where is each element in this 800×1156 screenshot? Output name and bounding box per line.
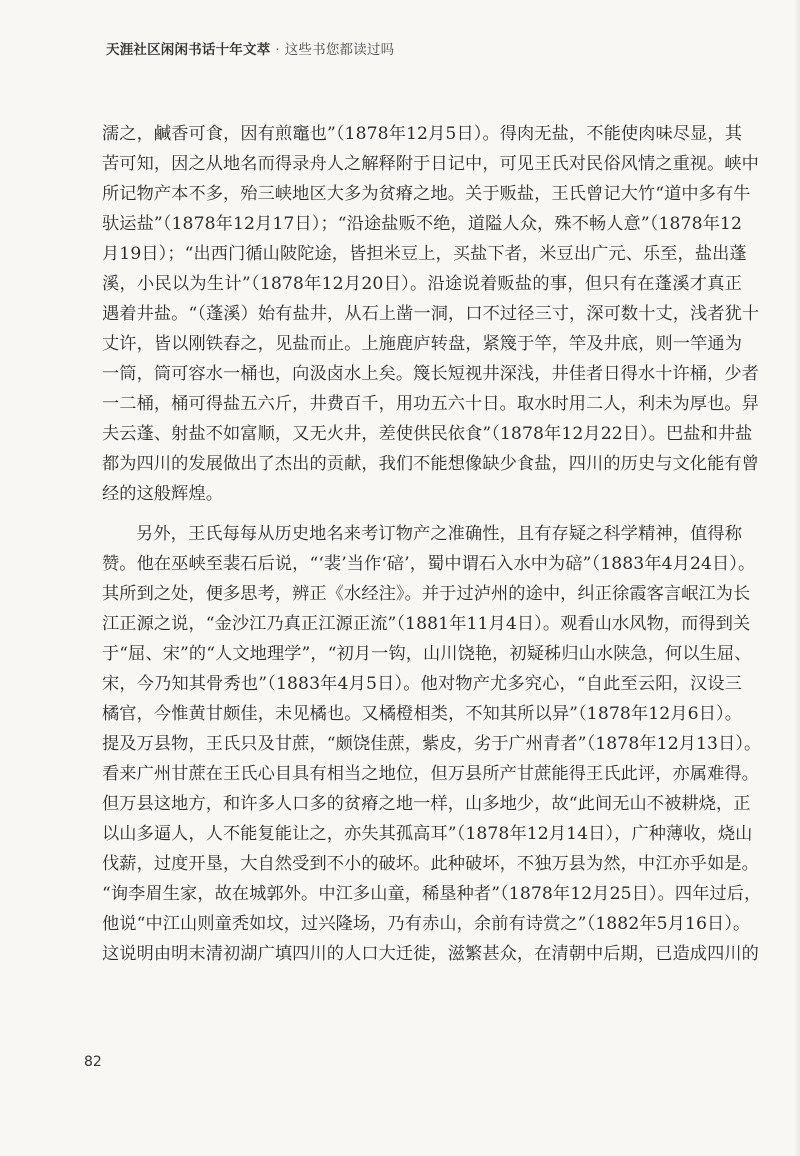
- text-line: 经的这般辉煌。: [102, 484, 224, 504]
- text-line: “询李眉生家，故在城郭外。中江多山童，稀垦种者”（1878年12月25日）。四年过后，: [102, 884, 762, 904]
- text-line: 他说“中江山则童秃如坟，过兴隆场，乃有赤山，余前有诗赏之”（1882年5月16日）。: [102, 914, 751, 934]
- text-line: 一二桶，桶可得盐五六斤，井费百千，用功五六十日。取水时用二人，利未为厚也。舁: [102, 394, 759, 414]
- text-line: 一筒，筒可容水一桶也，向汲卤水上矣。篾长短视井深浅，井佳者日得水十许桶，少者: [102, 364, 759, 384]
- text-line: 以山多逼人，人不能复能让之，亦失其孤高耳”（1878年12月14日），广种薄收，烧山: [102, 824, 753, 844]
- text-line: 宋，今乃知其骨秀也”（1883年4月5日）。他对物产尤多究心，“自此至云阳，汉设三: [102, 674, 742, 694]
- page-number: 82: [84, 1054, 102, 1070]
- text-line: 橘官，今惟黄甘颇佳，未见橘也。又橘橙相类，不知其所以异”（1878年12月6日）。: [102, 704, 742, 724]
- text-line: 这说明由明末清初湖广填四川的人口大迁徙，滋繁甚众，在清朝中后期，已造成四川的: [102, 944, 759, 964]
- text-line: 遇着井盐。“（蓬溪）始有盐井，从石上凿一洞，口不过径三寸，深可数十丈，浅者犹十: [102, 304, 760, 324]
- book-title: 天涯社区闲闲书话十年文萃: [106, 42, 271, 58]
- book-subtitle: 这些书您都读过吗: [284, 42, 395, 58]
- header-separator: ·: [275, 42, 280, 58]
- text-line: 伐薪，过度开垦，大自然受到不小的破坏。此种破坏，不独万县为然，中江亦乎如是。: [102, 854, 759, 874]
- text-line: 但万县这地方，和许多人口多的贫瘠之地一样，山多地少，故“此间无山不被耕烧，正: [102, 794, 751, 814]
- text-line: 濡之，鹹香可食，因有煎竈也”（1878年12月5日）。得肉无盐，不能使肉味尽显，其: [102, 124, 742, 144]
- page-edge-shadow: [794, 0, 800, 1156]
- text-line: 月19日）；“出西门循山陂陀途，皆担米豆上，买盐下者，米豆出广元、乐至，盐出蓬: [102, 244, 747, 264]
- running-header: [106, 38, 394, 58]
- text-line: 夫云蓬、射盐不如富顺，又无火井，差使供民依食”（1878年12月22日）。巴盐和井盐: [102, 424, 753, 444]
- text-line: 于“屈、宋”的“人文地理学”，“初月一钩，山川饶艳，初疑秭归山水陕急，何以生屈、: [102, 644, 752, 664]
- text-line: 都为四川的发展做出了杰出的贡献，我们不能想像缺少食盐，四川的历史与文化能有曾: [102, 454, 759, 474]
- text-line: 江正源之说，“金沙江乃真正江源正流”（1881年11月4日）。观看山水风物，而得到关: [102, 614, 751, 634]
- text-line: 驮运盐”（1878年12月17日）；“沿途盐贩不绝，道隘人众，殊不畅人意”（1878年12: [102, 214, 742, 234]
- text-line: 另外，王氏每每从历史地名来考订物产之准确性，且有存疑之科学精神，值得称: [136, 524, 742, 544]
- text-line: 丈许，皆以刚铁舂之，见盐而止。上施鹿庐转盘，紧篾于竿，竿及井底，则一竿通为: [102, 334, 742, 354]
- text-line: 溪，小民以为生计”（1878年12月20日）。沿途说着贩盐的事，但只有在蓬溪才真正: [102, 274, 742, 294]
- text-line: 看来广州甘蔗在王氏心目具有相当之地位，但万县所产甘蔗能得王氏此评，亦属难得。: [102, 764, 759, 784]
- text-line: 苦可知，因之从地名而得录舟人之解释附于日记中，可见王氏对民俗风情之重视。峡中: [102, 154, 759, 174]
- text-line: 所记物产本不多，殆三峡地区大多为贫瘠之地。关于贩盐，王氏曾记大竹“道中多有牛: [102, 184, 751, 204]
- text-line: 赞。他在巫峡至裴石后说，“‘裴’当作‘碚’，蜀中谓石入水中为碚”（1883年4月24日）。: [102, 554, 756, 574]
- text-line: 其所到之处，便多思考，辨正《水经注》。并于过泸州的途中，纠正徐霞客言岷江为长: [102, 584, 751, 604]
- text-line: 提及万县物，王氏只及甘蔗，“颇饶佳蔗，紫皮，劣于广州青者”（1878年12月13日）。: [102, 734, 762, 754]
